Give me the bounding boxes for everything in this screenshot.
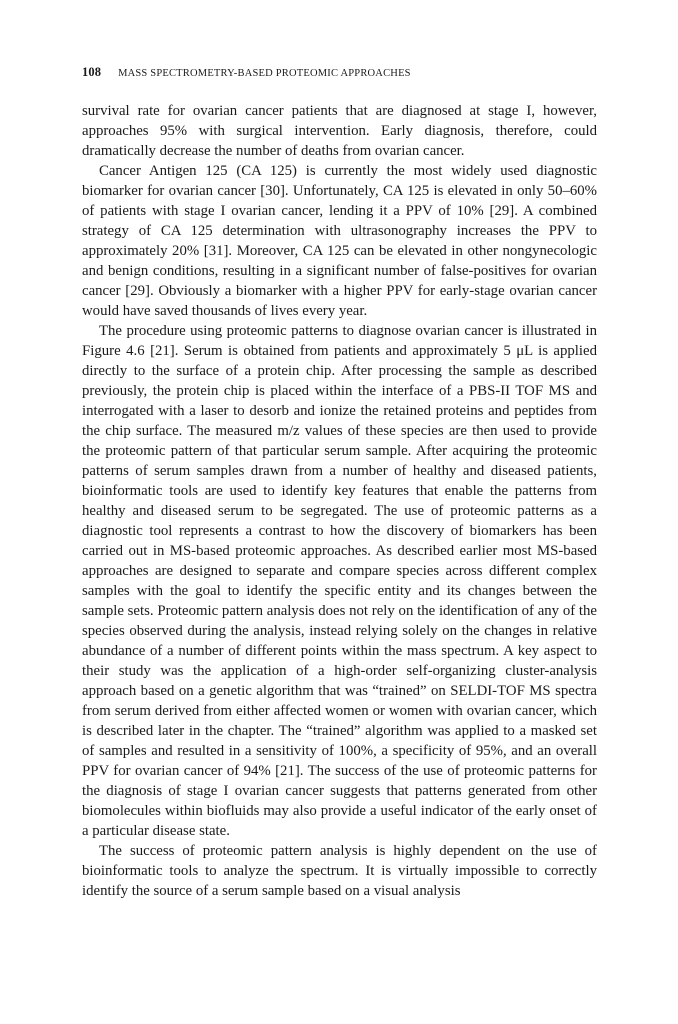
page-number: 108: [82, 65, 102, 79]
document-page: [82, 64, 597, 901]
running-header: [82, 64, 597, 82]
paragraph-success: The success of proteomic pattern analysis is highly dependent on the use of bioinformatic tools to analyze the spectrum. It is virtually impossible to correctly identify the source of a serum sample based on a visual analysis: [82, 843, 597, 899]
body-text: [82, 101, 597, 901]
paragraph-ca125: Cancer Antigen 125 (CA 125) is currently the most widely used diagnostic biomarker for ovarian cancer [30]. Unfortunately, CA 125 is elevated in only 50–60% of patients with stage I ovarian cancer, lending it a PPV of 10% [29]. A combined strategy of CA 125 determination with ultrasonography increases the PPV to approximately 20% [31]. Moreover, CA 125 can be elevated in other nongynecologic and benign conditions, resulting in a significant number of false-positives for ovarian cancer [29]. Obviously a biomarker with a higher PPV for early-stage ovarian cancer would have saved thousands of lives every year.: [82, 163, 597, 319]
paragraph-continuation: survival rate for ovarian cancer patients that are diagnosed at stage I, however, approaches 95% with surgical intervention. Early diagnosis, therefore, could dramatically decrease the number of deaths from ovarian cancer.: [82, 103, 597, 159]
running-title: MASS SPECTROMETRY-BASED PROTEOMIC APPROACHES: [118, 68, 411, 79]
paragraph-procedure: The procedure using proteomic patterns to diagnose ovarian cancer is illustrated in Figure 4.6 [21]. Serum is obtained from patients and approximately 5 μL is applied directly to the surface of a protein chip. After processing the sample as described previously, the protein chip is placed within the interface of a PBS-II TOF MS and interrogated with a laser to desorb and ionize the retained proteins and peptides from the chip surface. The measured m/z values of these species are then used to provide the proteomic pattern of that particular serum sample. After acquiring the proteomic patterns of serum samples drawn from a number of healthy and diseased patients, bioinformatic tools are used to identify key features that enable the patterns from healthy and diseased serum to be segregated. The use of proteomic patterns as a diagnostic tool represents a contrast to how the discovery of biomarkers has been carried out in MS-based proteomic approaches. As described earlier most MS-based approaches are designed to separate and compare species across different complex samples with the goal to identify the specific entity and its changes between the sample sets. Proteomic pattern analysis does not rely on the identification of any of the species observed during the analysis, instead relying solely on the changes in relative abundance of a number of different points within the mass spectrum. A key aspect to their study was the application of a high-order self-organizing cluster-analysis approach based on a genetic algorithm that was “trained” on SELDI-TOF MS spectra from serum derived from either affected women or women with ovarian cancer, which is described later in the chapter. The “trained” algorithm was applied to a masked set of samples and resulted in a sensitivity of 100%, a specificity of 95%, and an overall PPV for ovarian cancer of 94% [21]. The success of the use of proteomic patterns for the diagnosis of stage I ovarian cancer suggests that patterns generated from other biomolecules within biofluids may also provide a useful indicator of the early onset of a particular disease state.: [82, 323, 597, 839]
